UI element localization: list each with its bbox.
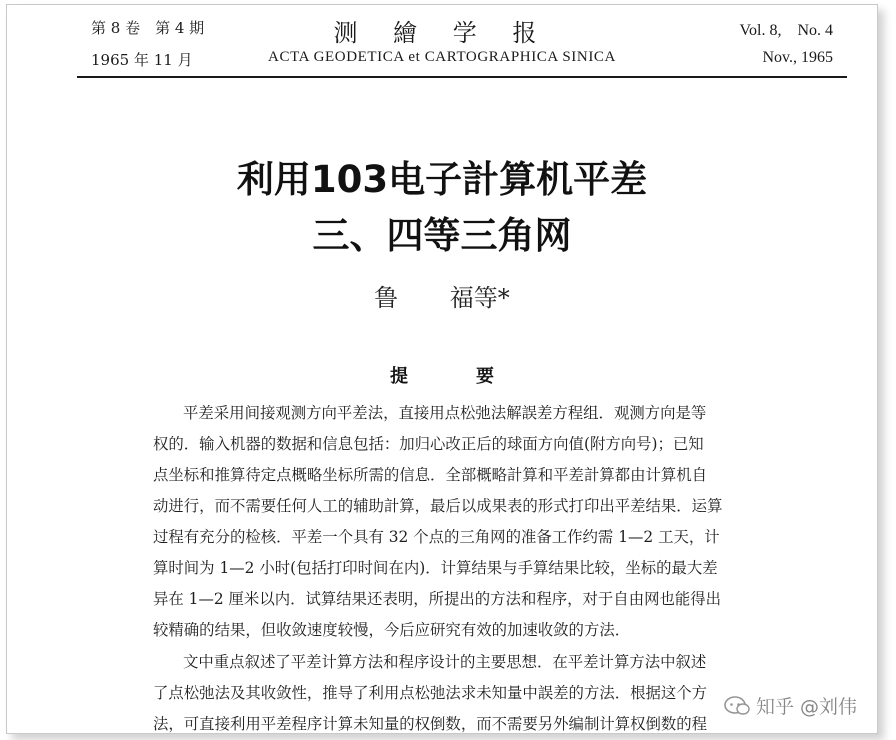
- watermark-text: 知乎 @刘伟: [755, 696, 857, 718]
- article-title-line-1: 利用103电子計算机平差: [236, 158, 648, 201]
- abstract-line: 权的．输入机器的数据和信息包括：加归心改正后的球面方向值(附方向号)；已知: [153, 435, 704, 453]
- date-cn: 1965 年 11 月: [91, 51, 193, 69]
- volume-issue-cn: 第 8 卷 第 4 期: [91, 19, 205, 37]
- authors: 鲁 福等*: [374, 284, 510, 312]
- zhihu-logo-icon: [724, 695, 750, 717]
- header-rule: [77, 76, 847, 78]
- date-en: Nov., 1965: [762, 49, 833, 66]
- body-line: 法，可直接利用平差程序计算未知量的权倒数，而不需要另外编制计算权倒数的程: [153, 715, 708, 733]
- volume-issue-en: Vol. 8, No. 4: [739, 22, 833, 39]
- body-line: 文中重点叙述了平差计算方法和程序设计的主要思想．在平差计算方法中叙述: [183, 653, 707, 671]
- journal-page: [6, 4, 878, 734]
- abstract-heading: 提要: [390, 366, 562, 387]
- abstract-line: 算时间为 1—2 小时(包括打印时间在内)．计算结果与手算结果比较，坐标的最大差: [153, 559, 718, 577]
- abstract-line: 异在 1—2 厘米以内．试算结果还表明，所提出的方法和程序，对于自由网也能得出: [153, 590, 722, 608]
- abstract-line: 过程有充分的检核．平差一个具有 32 个点的三角网的准备工作约需 1—2 工天，计: [153, 528, 720, 546]
- journal-title-cn: 测 繪 学 报: [333, 19, 551, 47]
- article-title-line-2: 三、四等三角网: [312, 214, 572, 257]
- body-line: 了点松弛法及其收敛性，推导了利用点松弛法求未知量中誤差的方法．根据这个方: [153, 684, 708, 702]
- watermark: [724, 692, 857, 719]
- abstract-line: 平差采用间接观测方向平差法，直接用点松弛法解誤差方程组．观测方向是等: [183, 404, 707, 422]
- journal-title-en: ACTA GEODETICA et CARTOGRAPHICA SINICA: [268, 49, 616, 65]
- abstract-line: 动进行，而不需要任何人工的辅助計算，最后以成果表的形式打印出平差结果．运算: [153, 497, 723, 515]
- abstract-line: 点坐标和推算待定点概略坐标所需的信息．全部概略計算和平差計算都由计算机自: [153, 466, 708, 484]
- abstract-line: 较精确的结果，但收敛速度较慢，今后应研究有效的加速收敛的方法．: [153, 621, 631, 639]
